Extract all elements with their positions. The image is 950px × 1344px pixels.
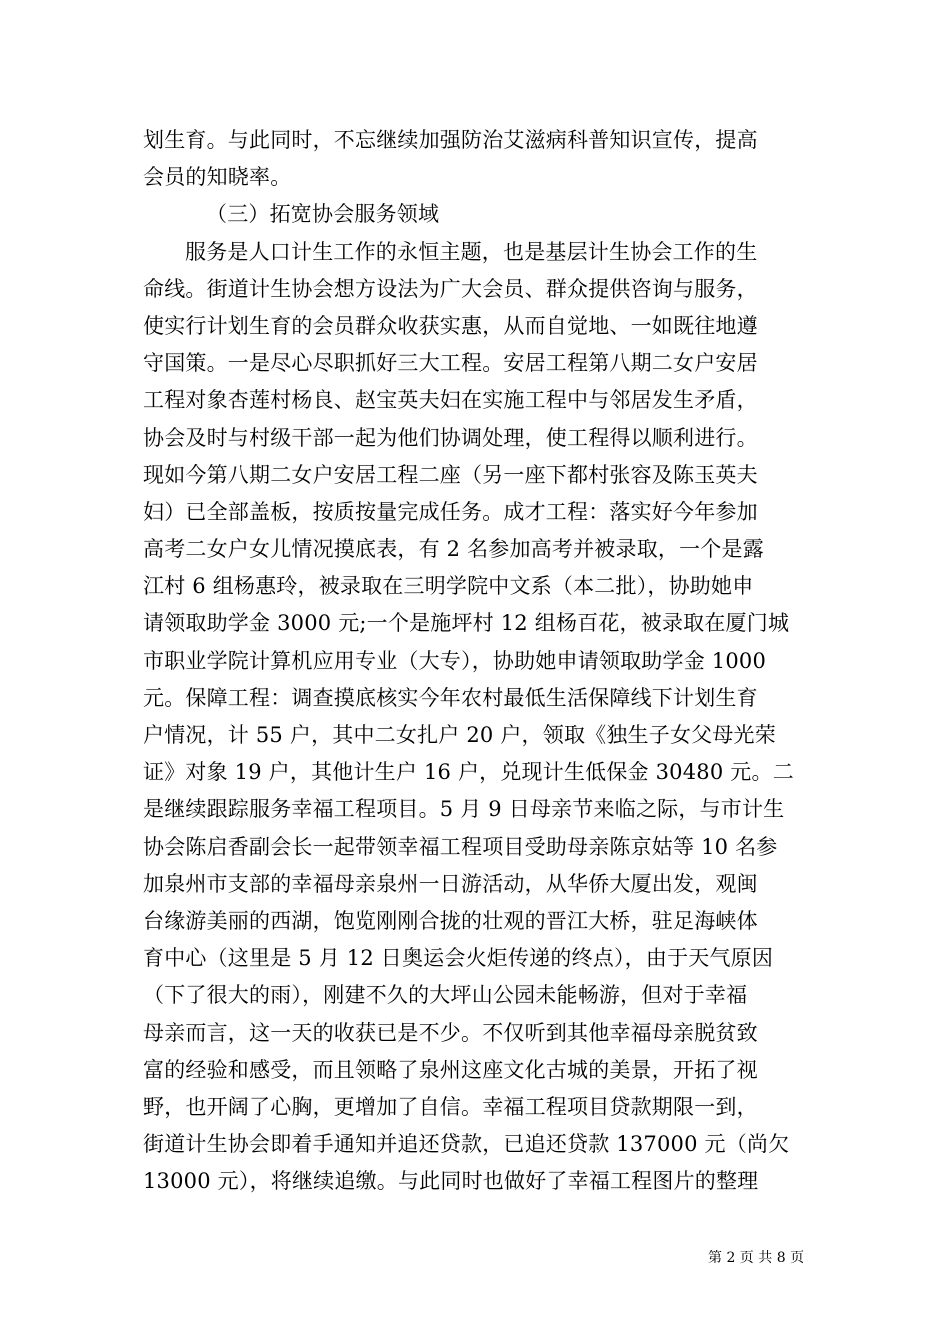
- text-line: 守国策。一是尽心尽职抓好三大工程。安居工程第八期二女户安居: [143, 351, 758, 376]
- text-line: 工程对象杏莲村杨良、赵宝英夫妇在实施工程中与邻居发生矛盾，: [143, 388, 758, 413]
- text-line: 划生育。与此同时，不忘继续加强防治艾滋病科普知识宣传，提高: [143, 128, 758, 152]
- text-line: 野，也开阔了心胸，更增加了自信。幸福工程项目贷款期限一到，: [143, 1094, 758, 1119]
- text-line: 户情况，计 55 户，其中二女扎户 20 户，领取《独生子女父母光荣: [143, 723, 776, 747]
- text-line: 请领取助学金 3000 元;一个是施坪村 12 组杨百花，被录取在厦门城: [143, 611, 790, 636]
- text-line: 江村 6 组杨惠玲，被录取在三明学院中文系（本二批），协助她申: [143, 574, 754, 599]
- text-line: 使实行计划生育的会员群众收获实惠，从而自觉地、一如既往地遵: [143, 313, 758, 338]
- text-line: 命线。街道计生协会想方设法为广大会员、群众提供咨询与服务，: [143, 276, 758, 301]
- text-line: 母亲而言，这一天的收获已是不少。不仅听到其他幸福母亲脱贫致: [143, 1020, 758, 1045]
- text-line: 市职业学院计算机应用专业（大专），协助她申请领取助学金 1000: [143, 648, 767, 673]
- document-body: [143, 122, 813, 1200]
- text-line: 会员的知晓率。: [143, 165, 292, 190]
- page-number-footer: 第 2 页 共 8 页: [708, 1250, 805, 1266]
- text-line: 协会及时与村级干部一起为他们协调处理，使工程得以顺利进行。: [143, 425, 758, 450]
- text-line: 是继续跟踪服务幸福工程项目。5 月 9 日母亲节来临之际，与市计生: [143, 797, 785, 822]
- text-line: 现如今第八期二女户安居工程二座（另一座下都村张容及陈玉英夫: [143, 462, 758, 487]
- text-line: 13000 元），将继续追缴。与此同时也做好了幸福工程图片的整理: [143, 1169, 759, 1194]
- text-line: 协会陈启香副会长一起带领幸福工程项目受助母亲陈京姑等 10 名参: [143, 834, 778, 859]
- text-line: 街道计生协会即着手通知并追还贷款，已追还贷款 137000 元（尚欠: [143, 1132, 790, 1157]
- text-line: 加泉州市支部的幸福母亲泉州一日游活动，从华侨大厦出发，观闽: [143, 871, 758, 896]
- text-line: 高考二女户女儿情况摸底表，有 2 名参加高考并被录取，一个是露: [143, 537, 764, 562]
- text-line: 妇）已全部盖板，按质按量完成任务。成才工程：落实好今年参加: [143, 499, 758, 524]
- text-line: 证》对象 19 户，其他计生户 16 户，兑现计生低保金 30480 元。二: [143, 760, 794, 785]
- text-line: （下了很大的雨），刚建不久的大坪山公园未能畅游，但对于幸福: [143, 983, 748, 1008]
- text-line: 富的经验和感受，而且领略了泉州这座文化古城的美景，开拓了视: [143, 1057, 758, 1082]
- text-line: 元。保障工程：调查摸底核实今年农村最低生活保障线下计划生育: [143, 685, 758, 710]
- text-line: 育中心（这里是 5 月 12 日奥运会火炬传递的终点），由于天气原因: [143, 946, 774, 971]
- section-heading: （三）拓宽协会服务领域: [206, 202, 440, 227]
- text-line: 服务是人口计生工作的永恒主题，也是基层计生协会工作的生: [185, 239, 758, 264]
- text-line: 台缘游美丽的西湖，饱览刚刚合拢的壮观的晋江大桥，驻足海峡体: [143, 908, 758, 933]
